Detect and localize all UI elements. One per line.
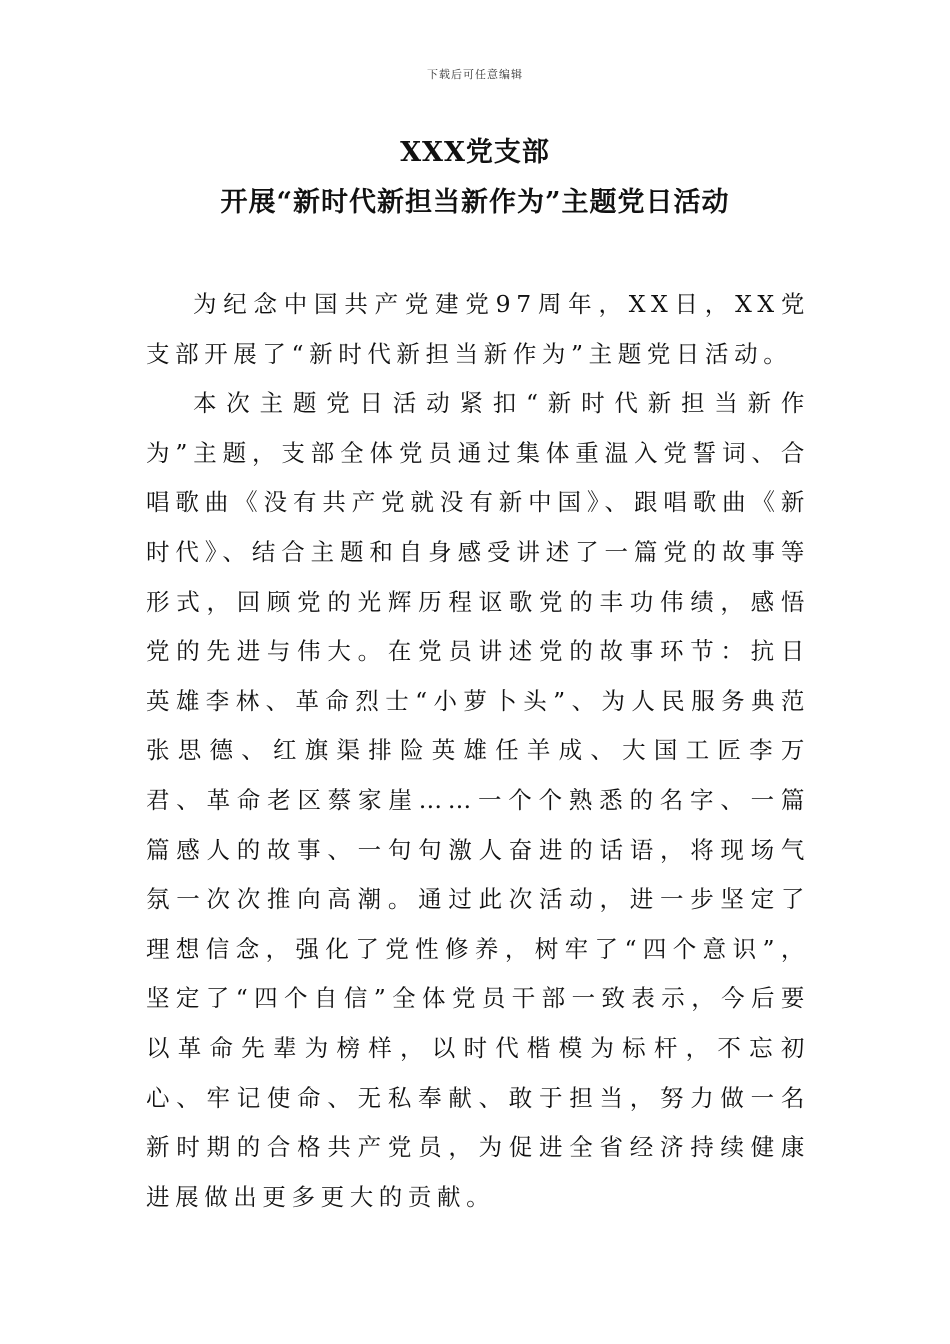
title-line-2: 开展“新时代新担当新作为”主题党日活动	[220, 187, 730, 218]
title-block	[0, 128, 950, 228]
header-note: 下载后可任意编辑	[427, 68, 523, 81]
title-line-1: XXX党支部	[400, 137, 550, 168]
paragraph-1: 为纪念中国共产党建党97周年，XX日，XX党支部开展了“新时代新担当新作为”主题党日活动。	[146, 290, 810, 368]
paragraph-2: 本次主题党日活动紧扣“新时代新担当新作为”主题，支部全体党员通过集体重温入党誓词、合唱歌曲《没有共产党就没有新中国》、跟唱歌曲《新时代》、结合主题和自身感受讲述了一篇党的故事等形式，回顾党的光辉历程讴歌党的丰功伟绩，感悟党的先进与伟大。在党员讲述党的故事环节：抗日英雄李林、革命烈士“小萝卜头”、为人民服务典范张思德、红旗渠排险英雄任羊成、大国工匠李万君、革命老区蔡家崖……一个个熟悉的名字、一篇篇感人的故事、一句句激人奋进的话语，将现场气氛一次次推向高潮。通过此次活动，进一步坚定了理想信念，强化了党性修养，树牢了“四个意识”，坚定了“四个自信”全体党员干部一致表示，今后要以革命先辈为榜样，以时代楷模为标杆，不忘初心、牢记使命、无私奉献、敢于担当，努力做一名新时期的合格共产党员，为促进全省经济持续健康进展做出更多更大的贡献。	[146, 389, 810, 1211]
document-body	[146, 280, 810, 1222]
